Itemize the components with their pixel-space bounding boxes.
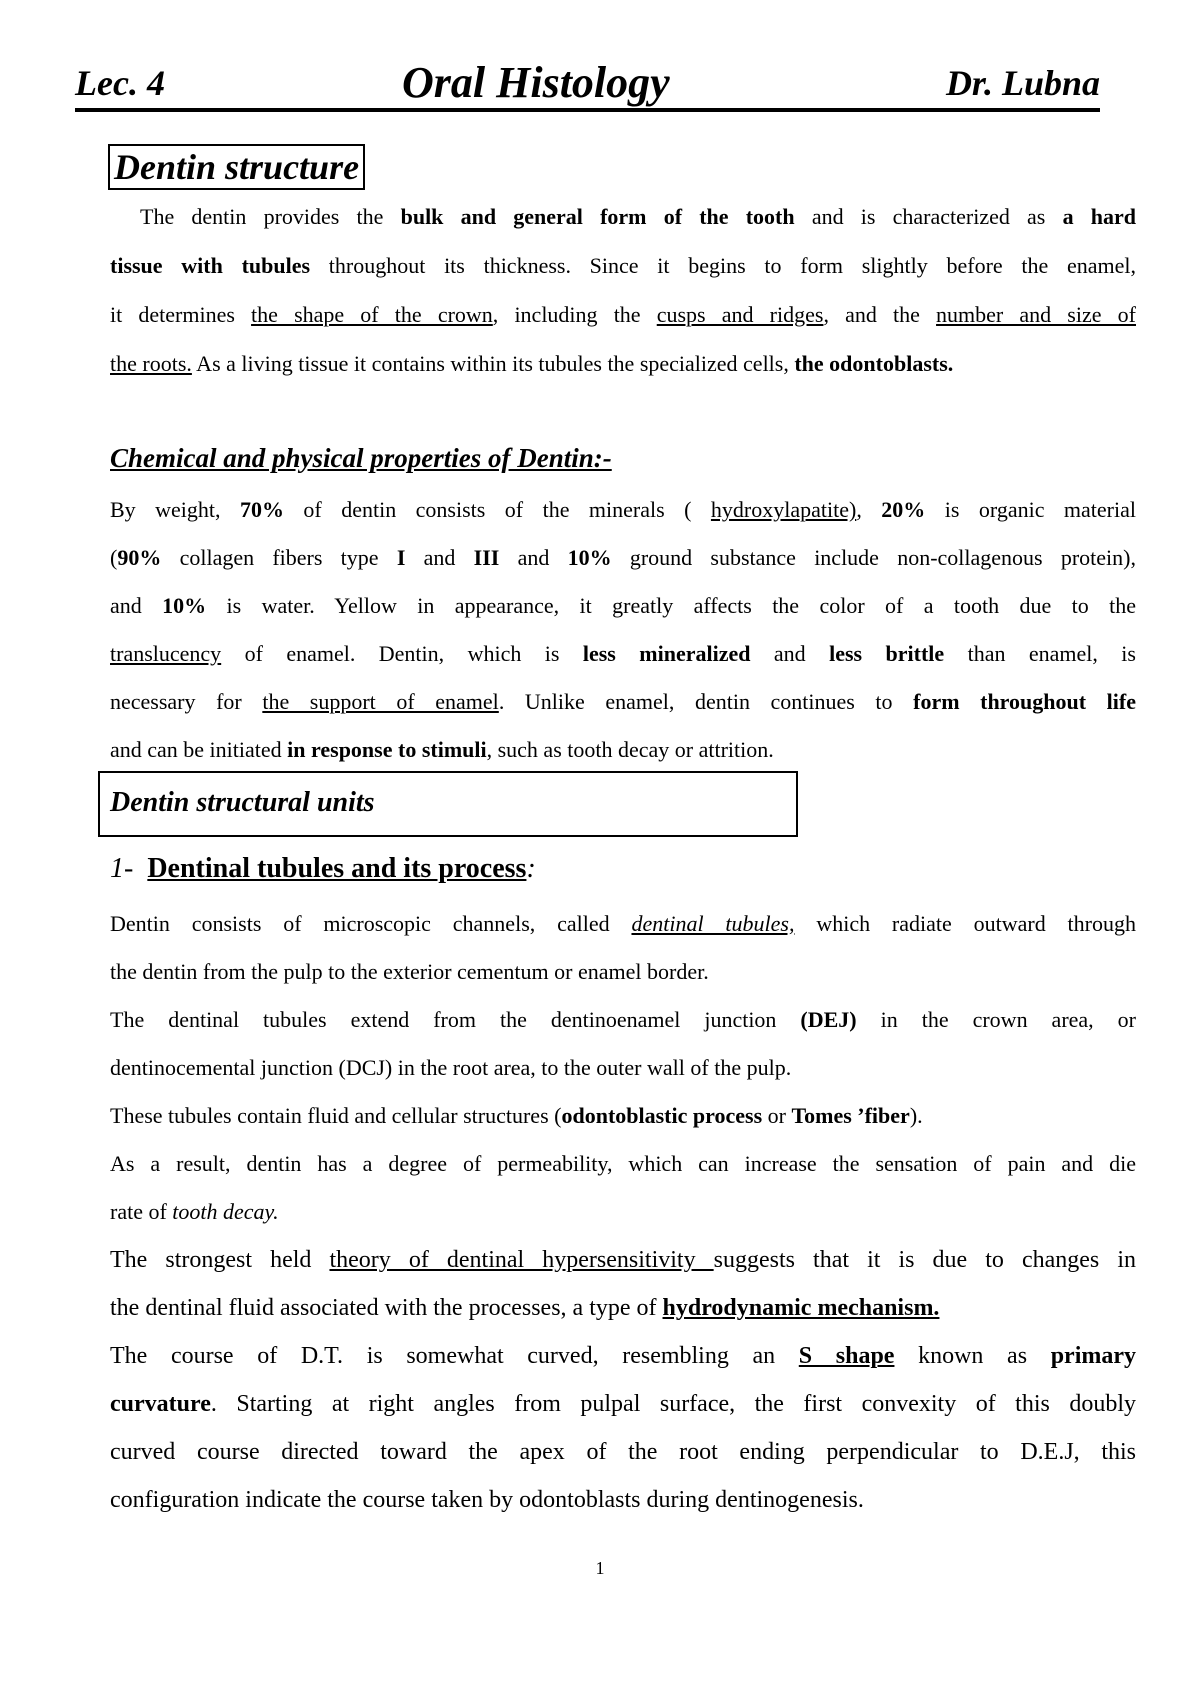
paragraph-line: it determines the shape of the crown, including the cusps and ridges, and the number and size of: [110, 302, 1136, 327]
dentinal-tubules-body: [110, 900, 1136, 1524]
course-title: Oral Histology: [402, 58, 670, 107]
paragraph-line: As a result, dentin has a degree of permeability, which can increase the sensation of pain and die: [110, 1151, 1136, 1176]
page-header: [75, 58, 1100, 112]
page-number: 1: [595, 1558, 605, 1578]
paragraph-line: dentinocemental junction (DCJ) in the root area, to the outer wall of the pulp.: [110, 1055, 792, 1080]
lecture-number: Lec. 4: [75, 63, 165, 103]
structural-units-title: Dentin structural units: [110, 787, 375, 818]
structural-units-box: [98, 771, 798, 837]
paragraph-line: The dentinal tubules extend from the dentinoenamel junction (DEJ) in the crown area, or: [110, 1007, 1136, 1032]
paragraph-line: configuration indicate the course taken by odontoblasts during dentinogenesis.: [110, 1487, 864, 1513]
paragraph-line: necessary for the support of enamel. Unlike enamel, dentin continues to form throughout life: [110, 689, 1136, 714]
chemical-properties-paragraph: [110, 486, 1136, 774]
paragraph-line: The strongest held theory of dentinal hypersensitivity suggests that it is due to changes in: [110, 1247, 1136, 1273]
paragraph-line: the dentin from the pulp to the exterior cementum or enamel border.: [110, 959, 709, 984]
paragraph-line: These tubules contain fluid and cellular structures (odontoblastic process or Tomes ’fiber).: [110, 1103, 923, 1128]
chemical-properties-heading: Chemical and physical properties of Dentin:-: [110, 443, 612, 473]
paragraph-line: and 10% is water. Yellow in appearance, it greatly affects the color of a tooth due to the: [110, 593, 1137, 618]
paragraph-line: rate of tooth decay.: [110, 1199, 279, 1224]
subheading-text: Dentinal tubules and its process: [147, 853, 527, 884]
paragraph-line: curvature. Starting at right angles from pulpal surface, the first convexity of this doubly: [110, 1391, 1136, 1417]
item-number: 1-: [110, 853, 134, 884]
author-name: Dr. Lubna: [945, 63, 1100, 103]
paragraph-line: curved course directed toward the apex of the root ending perpendicular to D.E.J, this: [110, 1439, 1136, 1465]
paragraph-line: tissue with tubules throughout its thickness. Since it begins to form slightly before the enamel,: [110, 253, 1137, 278]
paragraph-line: the dentinal fluid associated with the processes, a type of hydrodynamic mechanism.: [110, 1295, 940, 1321]
paragraph-line: The dentin provides the bulk and general form of the tooth and is characterized as a hard: [140, 204, 1136, 229]
paragraph-line: and can be initiated in response to stimuli, such as tooth decay or attrition.: [110, 737, 774, 762]
paragraph-line: translucency of enamel. Dentin, which is less mineralized and less brittle than enamel, is: [110, 641, 1136, 666]
paragraph-line: By weight, 70% of dentin consists of the minerals ( hydroxylapatite), 20% is organic material: [110, 497, 1136, 522]
intro-paragraph: [110, 192, 1136, 388]
dentinal-tubules-heading: [110, 853, 536, 885]
subheading-colon: :: [526, 853, 536, 884]
section-title-dentin-structure: Dentin structure: [108, 144, 365, 190]
paragraph-line: the roots. As a living tissue it contains within its tubules the specialized cells, the odontoblasts.: [110, 351, 954, 376]
paragraph-line: Dentin consists of microscopic channels, called dentinal tubules, which radiate outward through: [110, 911, 1136, 936]
paragraph-line: (90% collagen fibers type I and III and 10% ground substance include non-collagenous protein),: [110, 545, 1136, 570]
paragraph-line: The course of D.T. is somewhat curved, resembling an S shape known as primary: [110, 1343, 1136, 1369]
